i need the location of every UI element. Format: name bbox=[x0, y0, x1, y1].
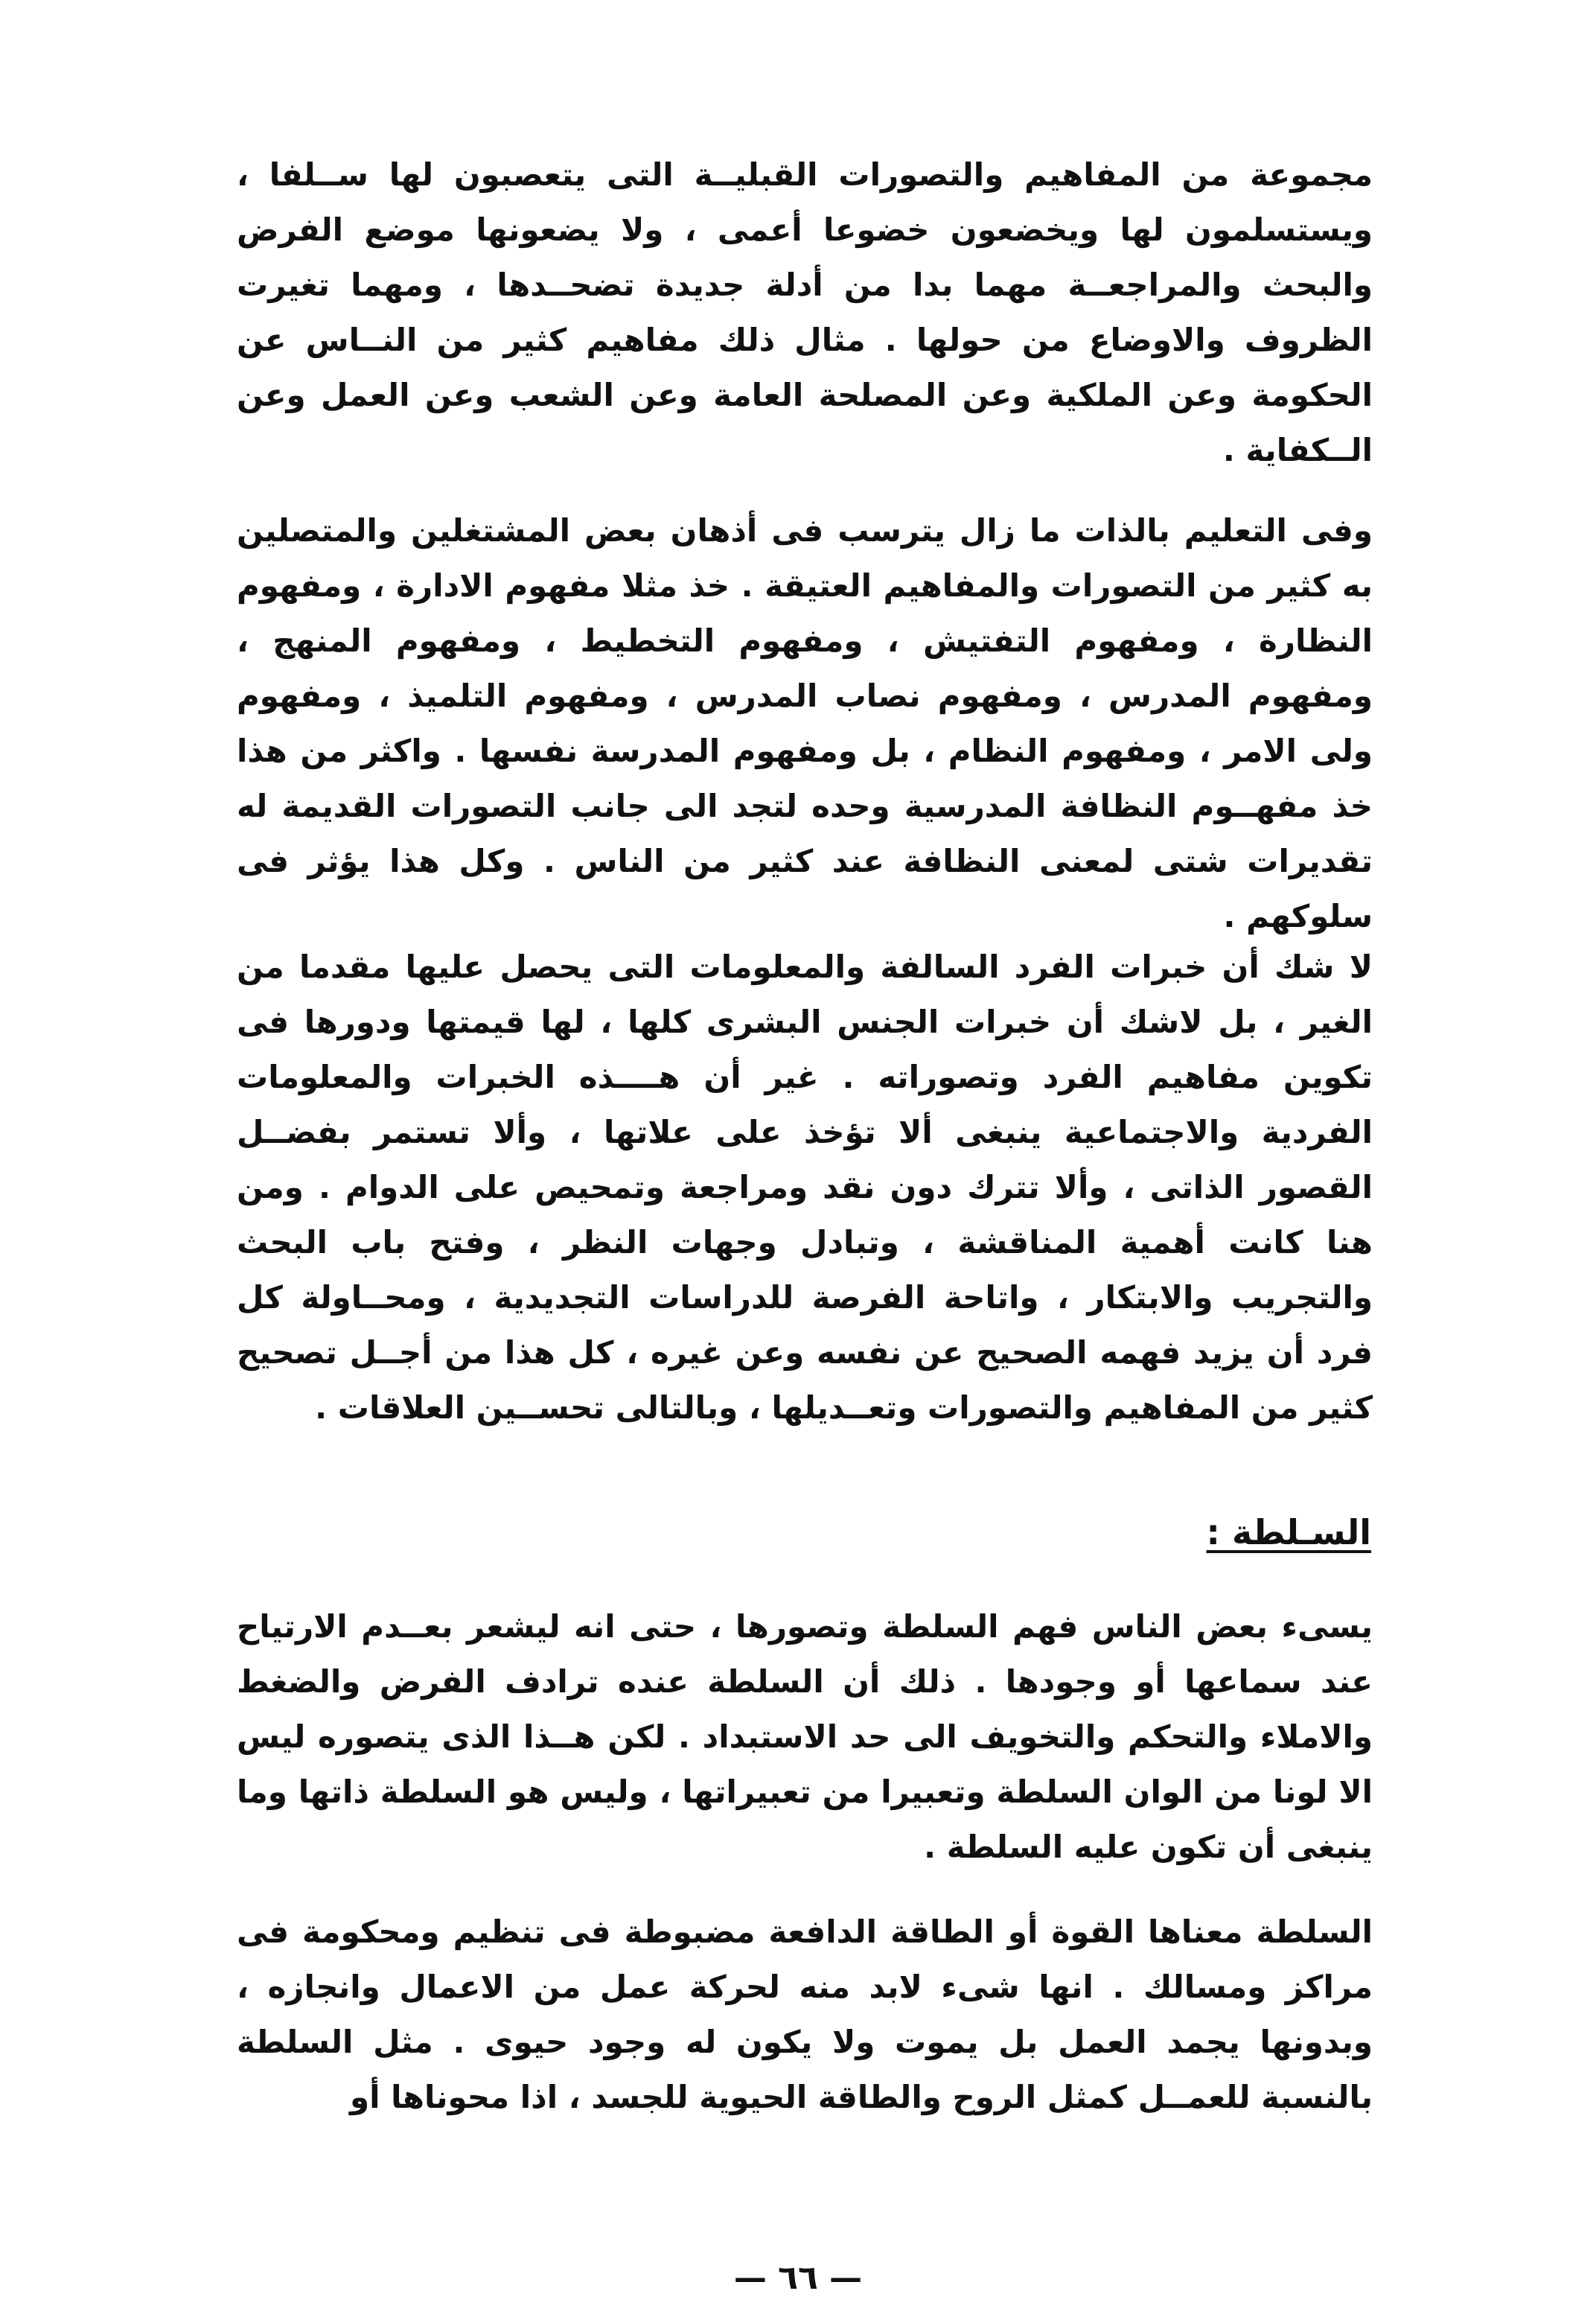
paragraph-2: وفى التعليم بالذات ما زال يترسب فى أذهان بعض المشتغلين والمتصلين به كثير من التصورات والمفاهيم العتيقة . خذ مثلا مفهوم الادارة ، ومفهوم النظارة ، ومفهوم التفتيش ، ومفهوم التخطيط ، ومفهوم المنهج ، ومفهوم المدرس ، ومفهوم نصاب المدرس ، ومفهوم التلميذ ، ومفهوم ولى الامر ، ومفهوم النظام ، بل ومفهوم المدرسة نفسها . واكثر من هذا خذ مفهــوم النظافة المدرسية وحده لتجد الى جانب التصورات القديمة له تقديرات شتى لمعنى النظافة عند كثير من الناس . وكل هذا يؤثر فى سلوكهم . bbox=[237, 512, 1373, 934]
paragraph-5: السلطة معناها القوة أو الطاقة الدافعة مضبوطة فى تنظيم ومحكومة فى مراكز ومسالك . انها شىء لابد منه لحركة عمل من الاعمال وانجازه ، وبدونها يجمد العمل بل يموت ولا يكون له وجود حيوى . مثل السلطة بالنسبة للعمــل كمثل الروح والطاقة الحيوية للجسد ، اذا محوناها أو bbox=[237, 1913, 1373, 2115]
page-number: — ٦٦ — bbox=[733, 2259, 863, 2297]
section-heading: السـلطة : bbox=[1206, 1512, 1371, 1552]
paragraph-1: مجموعة من المفاهيم والتصورات القبليــة التى يتعصبون لها ســلفا ، ويستسلمون لها ويخضعون خضوعا أعمى ، ولا يضعونها موضع الفرض والبحث والمراجعــة مهما بدا من أدلة جديدة تضحــدها ، ومهما تغيرت الظروف والاوضاع من حولها . مثال ذلك مفاهيم كثير من النــاس عن الحكومة وعن الملكية وعن المصلحة العامة وعن الشعب وعن العمل وعن الــكفاية . bbox=[237, 156, 1373, 468]
paragraph-3: لا شك أن خبرات الفرد السالفة والمعلومات التى يحصل عليها مقدما من الغير ، بل لاشك أن خبرات الجنس البشرى كلها ، لها قيمتها ودورها فى تكوين مفاهيم الفرد وتصوراته . غير أن هــــذه الخبرات والمعلومات الفردية والاجتماعية ينبغى ألا تؤخذ على علاتها ، وألا تستمر بفضــل القصور الذاتى ، وألا تترك دون نقد ومراجعة وتمحيص على الدوام . ومن هنا كانت أهمية المناقشة ، وتبادل وجهات النظر ، وفتح باب البحث والتجريب والابتكار ، واتاحة الفرصة للدراسات التجديدية ، ومحــاولة كل فرد أن يزيد فهمه الصحيح عن نفسه وعن غيره ، كل هذا من أجــل تصحيح كثير من المفاهيم والتصورات وتعــديلها ، وبالتالى تحســين العلاقات . bbox=[237, 949, 1373, 1426]
paragraph-4: يسىء بعض الناس فهم السلطة وتصورها ، حتى انه ليشعر بعــدم الارتياح عند سماعها أو وجودها . ذلك أن السلطة عنده ترادف الفرض والضغط والاملاء والتحكم والتخويف الى حد الاستبداد . لكن هــذا الذى يتصوره ليس الا لونا من الوان السلطة وتعبيرا من تعبيراتها ، وليس هو السلطة ذاتها وما ينبغى أن تكون عليه السلطة . bbox=[237, 1608, 1373, 1865]
